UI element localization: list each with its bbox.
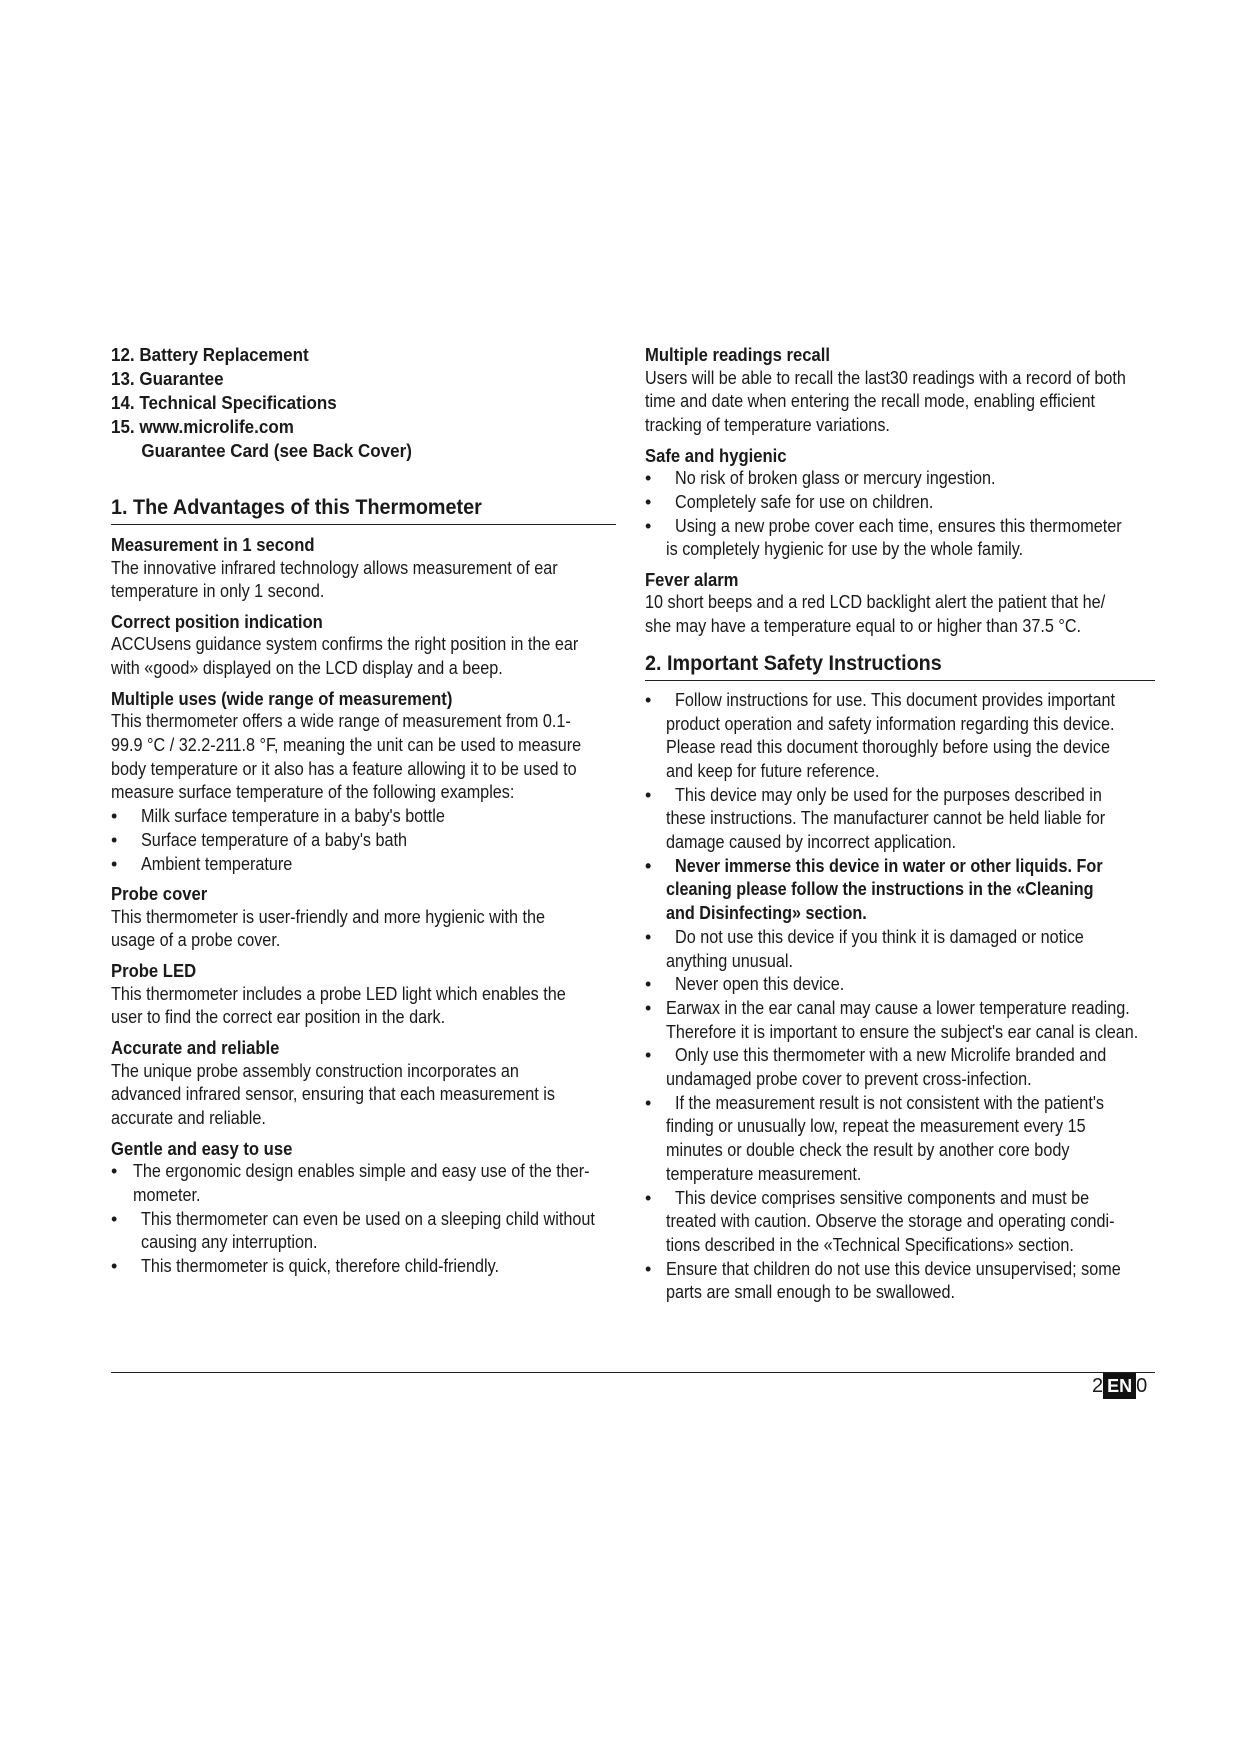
list-item: • Never open this device. [645,973,1155,997]
subheading: Safe and hygienic [645,444,787,466]
list-item: • Using a new probe cover each time, ensures this thermometer is completely hygienic for use by the whole family. [645,515,1155,562]
subheading: Probe LED [111,960,197,982]
subheading: Correct position indication [111,610,323,632]
subheading: Multiple uses (wide range of measurement) [111,687,453,709]
left-column [111,343,616,1285]
right-column [645,343,1155,1305]
block-gentle [111,1137,616,1279]
safety-list [645,689,1155,1305]
list-item: • Completely safe for use on children. [645,491,1155,515]
list-item: • Milk surface temperature in a baby's bottle [111,805,616,829]
block-accurate: Accurate and reliable The unique probe assembly construction incorporates an advanced infrared sensor, ensuring that each measurement is accurate and reliable. [111,1036,616,1131]
list-item: • No risk of broken glass or mercury ingestion. [645,467,1155,491]
bullet-list [645,467,1155,562]
block-fever: Fever alarm 10 short beeps and a red LCD backlight alert the patient that he/ she may have a temperature equal to or higher than 37.5 °C. [645,568,1155,639]
section-title-safety: 2. Important Safety Instructions [645,649,1155,681]
list-item: • Surface temperature of a baby's bath [111,829,616,853]
list-item: • If the measurement result is not consistent with the patient's finding or unusually low, repeat the measurement every 15 minutes or double check the result by another core body temperature measurement. [645,1092,1155,1187]
list-item: • This device may only be used for the purposes described in these instructions. The manufacturer cannot be held liable for damage caused by incorrect application. [645,784,1155,855]
subheading: Multiple readings recall [645,344,831,365]
list-item: • Earwax in the ear canal may cause a lower temperature reading. Therefore it is important to ensure the subject's ear canal is clean. [645,997,1155,1044]
list-item: • The ergonomic design enables simple and easy use of the ther- mometer. [111,1160,616,1207]
list-item: • Ensure that children do not use this device unsupervised; some parts are small enough to be swallowed. [645,1258,1155,1305]
toc-item[interactable]: 13. Guarantee [111,368,224,389]
subheading: Probe cover [111,883,208,905]
subheading: Measurement in 1 second [111,534,315,555]
block-multiple-uses: Multiple uses (wide range of measurement) This thermometer offers a wide range of measurement from 0.1- 99.9 °C / 32.2-211.8 °F, meaning the unit can be used to measure body temperature or it also has a feature allowing it to be used to measure surface temperature of the following examples: • Milk surface temperature in a baby's bottle • Surface temperature of a baby's bath • Ambient temperature [111,687,616,876]
list-item: • This thermometer can even be used on a sleeping child without causing any interruption. [111,1208,616,1255]
toc-item[interactable]: 12. Battery Replacement [111,344,309,365]
subheading: Fever alarm [645,568,739,590]
block-safe [645,444,1155,562]
block-position: Correct position indication ACCUsens guidance system confirms the right position in the ear with «good» displayed on the LCD display and a beep. [111,610,616,681]
language-badge: EN [1103,1373,1136,1399]
toc-item[interactable]: 15. www.microlife.com [111,416,294,437]
list-item: • This device comprises sensitive components and must be treated with caution. Observe the storage and operating condi- tions described in the «Technical Specifications» section. [645,1187,1155,1258]
list-item: • Ambient temperature [111,853,616,877]
footer-divider [111,1372,1155,1373]
block-recall: Multiple readings recall Users will be able to recall the last30 readings with a record of both time and date when entering the recall mode, enabling efficient tracking of temperature variations. [645,343,1155,438]
block-measurement: Measurement in 1 second The innovative infrared technology allows measurement of ear temperature in only 1 second. [111,533,616,604]
subheading: Accurate and reliable [111,1037,280,1059]
page-number: 2 EN 0 [1092,1375,1148,1397]
block-probe-led: Probe LED This thermometer includes a probe LED light which enables the user to find the correct ear position in the dark. [111,959,616,1030]
toc [111,343,616,463]
list-item: • Do not use this device if you think it is damaged or notice anything unusual. [645,926,1155,973]
section-title-advantages: 1. The Advantages of this Thermometer [111,493,616,525]
list-item: • Follow instructions for use. This document provides important product operation and safety information regarding this device. Please read this document thoroughly before using the device and keep for future reference. [645,689,1155,784]
list-item-warning: • Never immerse this device in water or other liquids. For cleaning please follow the instructions in the «Cleaning and Disinfecting» section. [645,855,1155,926]
block-probe-cover: Probe cover This thermometer is user-friendly and more hygienic with the usage of a probe cover. [111,882,616,953]
subheading: Gentle and easy to use [111,1137,293,1159]
toc-item-guarantee-card[interactable]: Guarantee Card (see Back Cover) [141,440,412,461]
bullet-list [111,1160,616,1279]
list-item: • Only use this thermometer with a new Microlife branded and undamaged probe cover to prevent cross-infection. [645,1044,1155,1091]
toc-item[interactable]: 14. Technical Specifications [111,392,337,413]
list-item: • This thermometer is quick, therefore child-friendly. [111,1255,616,1279]
bullet-list [111,805,616,876]
